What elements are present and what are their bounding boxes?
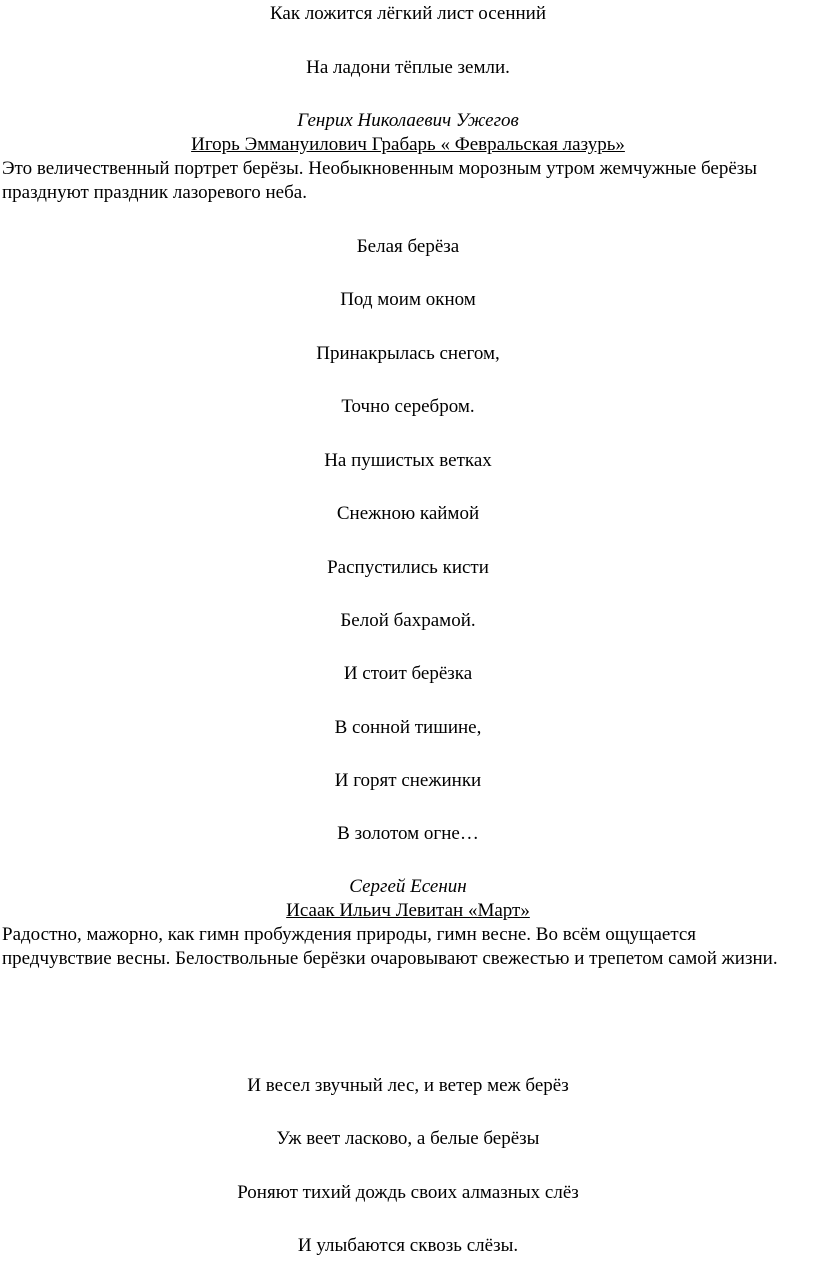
- poem-line: Под моим окном: [340, 289, 476, 310]
- poem-line: Точно серебром.: [341, 396, 475, 417]
- poem-line: Уж веет ласково, а белые берёзы: [276, 1128, 540, 1149]
- poem-line: Белой бахрамой.: [340, 610, 476, 631]
- painting-description: Радостно, мажорно, как гимн пробуждения природы, гимн весне. Во всём ощущается предчувствие весны. Белоствольные берёзки очаровывают свежестью и трепетом самой жизни.: [2, 924, 778, 969]
- poem-line: Снежною каймой: [336, 503, 480, 524]
- poem-line: В сонной тишине,: [334, 717, 482, 738]
- painting-description: Это величественный портрет берёзы. Необыкновенным морозным утром жемчужные берёзы празднуют праздник лазоревого неба.: [2, 158, 758, 203]
- painting-title: Игорь Эммануилович Грабарь « Февральская лазурь»: [191, 134, 625, 155]
- poem-line: Как ложится лёгкий лист осенний: [269, 3, 546, 24]
- poem-line: И весел звучный лес, и ветер меж берёз: [247, 1075, 569, 1096]
- poem-author: Генрих Николаевич Ужегов: [297, 110, 519, 131]
- poem-line: На пушистых ветках: [324, 450, 492, 471]
- poem-line: И стоит берёзка: [343, 663, 473, 684]
- poem-line: Роняют тихий дождь своих алмазных слёз: [237, 1182, 579, 1203]
- poem-line: Распустились кисти: [327, 557, 489, 578]
- poem-author: Сергей Есенин: [349, 876, 467, 897]
- poem-line: В золотом огне…: [337, 823, 479, 844]
- poem-line: На ладони тёплые земли.: [306, 57, 510, 78]
- poem-line: И улыбаются сквозь слёзы.: [297, 1235, 519, 1256]
- painting-title: Исаак Ильич Левитан «Март»: [286, 900, 530, 921]
- poem-line: Белая берёза: [356, 236, 460, 257]
- poem-line: Принакрылась снегом,: [316, 343, 500, 364]
- poem-line: И горят снежинки: [334, 770, 482, 791]
